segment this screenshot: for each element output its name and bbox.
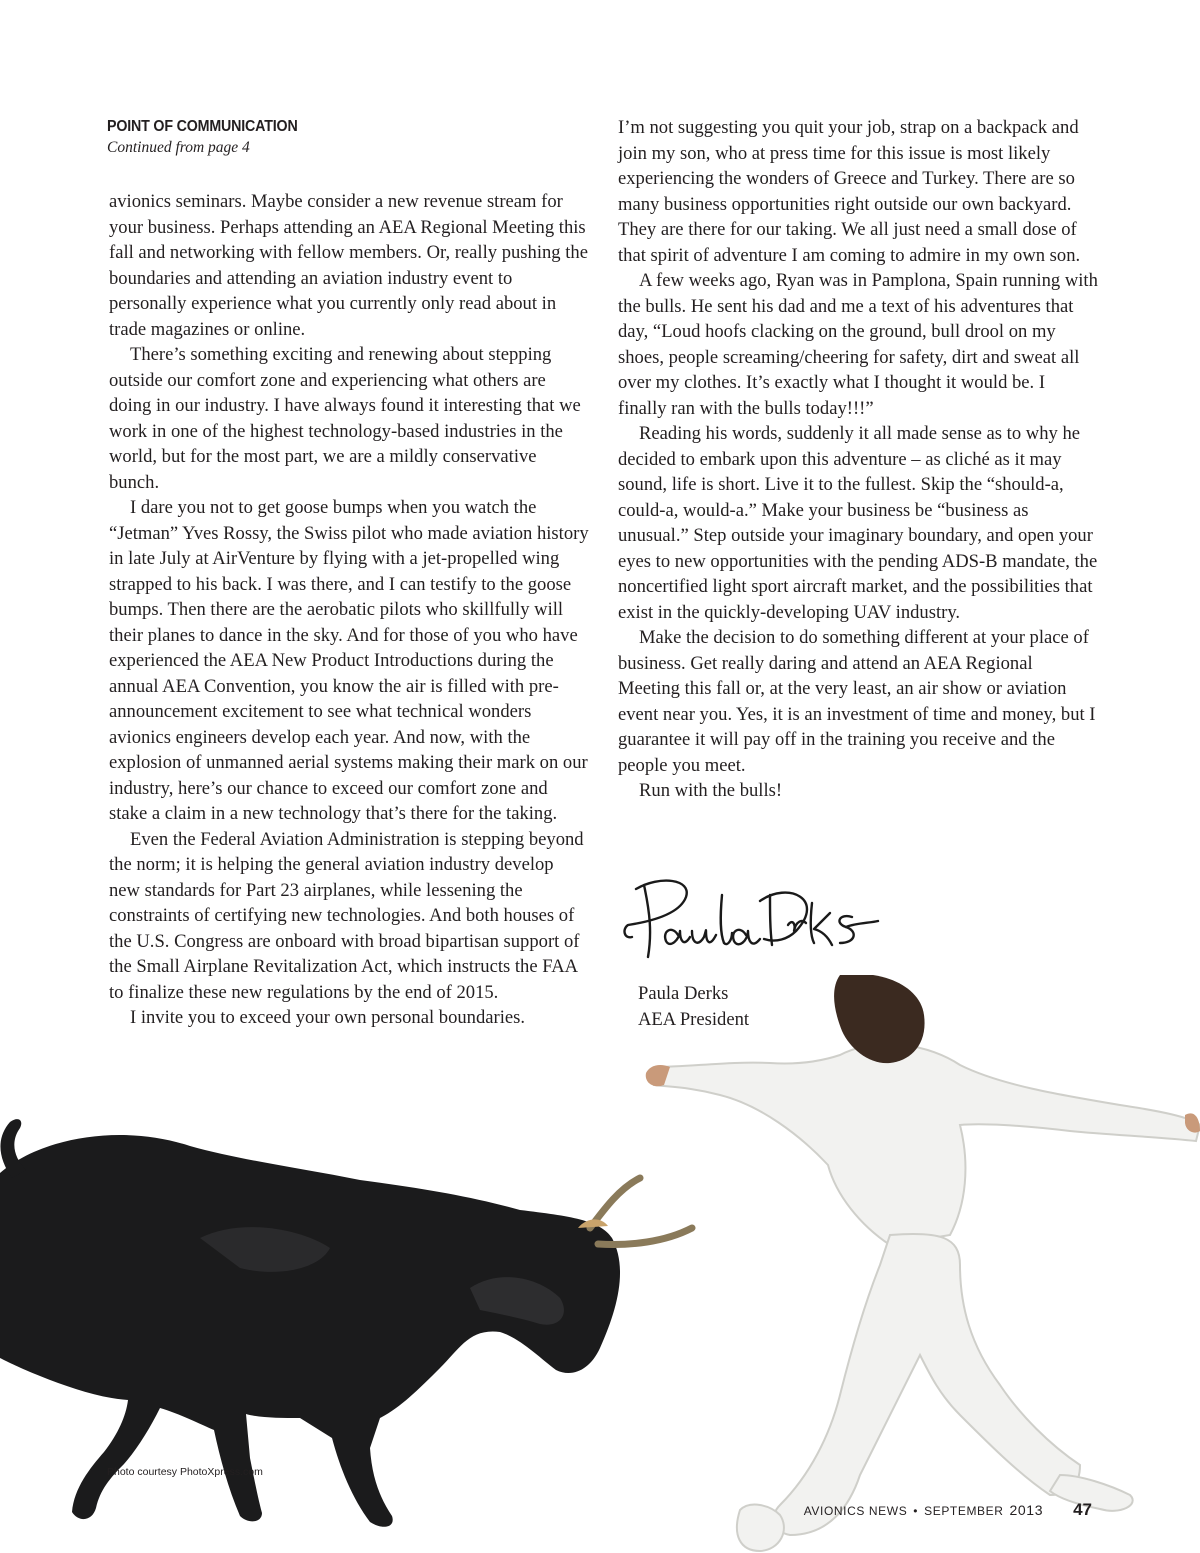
page-number: 47 xyxy=(1073,1500,1092,1519)
paragraph: I’m not suggesting you quit your job, strap on a backpack and join my son, who at press time for this issue is most likely experiencing the wonders of Greece and Turkey. There are so many business opportunities right outside our own backyard. They are there for our taking. We all just need a small dose of that spirit of adventure I am coming to admire in my own son. xyxy=(618,117,1081,266)
runner-image xyxy=(640,975,1200,1553)
paragraph: Make the decision to do something different at your place of business. Get really daring and attend an AEA Regional Meeting this fall or, at the very least, an air show or aviation event near you. Yes, it is an investment of time and money, but I guarantee it will pay off in the training you receive and the people you meet. xyxy=(618,627,1096,776)
paragraph: A few weeks ago, Ryan was in Pamplona, Spain running with the bulls. He sent his dad and me a text of his adventures that day, “Loud hoofs clacking on the ground, bull drool on my shoes, people screaming/cheering for safety, dirt and sweat all over my clothes. It’s exactly what I thought it would be. I finally ran with the bulls today!!!” xyxy=(618,270,1098,419)
paragraph: I invite you to exceed your own personal boundaries. xyxy=(130,1007,526,1028)
article-column-right xyxy=(618,115,1098,804)
page-footer xyxy=(804,1500,1092,1520)
paragraph: Reading his words, suddenly it all made sense as to why he decided to embark upon this adventure – as cliché as it may sound, life is short. Live it to the fullest. Skip the “should-a, could-a, would-a.” Make your business be “business as unusual.” Step outside your imaginary boundary, and open your eyes to new opportunities with the pending ADS-B mandate, the noncertified light sport aircraft market, and the possibilities that exist in the quickly-developing UAV industry. xyxy=(618,423,1098,623)
paragraph: There’s something exciting and renewing about stepping outside our comfort zone and experiencing what others are doing in our industry. I have always found it interesting that we work in one of the highest technology-based industries in the world, but for the most part, we are a mildly conservative bunch. xyxy=(109,344,581,493)
publication-name: AVIONICS NEWS xyxy=(803,1504,908,1518)
photo-credit: Photo courtesy PhotoXpress.com xyxy=(107,1466,263,1478)
signer-name: Paula Derks xyxy=(638,983,729,1004)
issue-month: SEPTEMBER xyxy=(924,1504,1004,1518)
signer-title: AEA President xyxy=(638,1008,750,1030)
article-column-left xyxy=(109,189,589,1031)
issue-year: 2013 xyxy=(1009,1502,1044,1518)
paragraph: Even the Federal Aviation Administration is stepping beyond the norm; it is helping the general aviation industry develop new standards for Part 23 airplanes, while lessening the constraints of certifying new technologies. And both houses of the U.S. Congress are onboard with broad bipartisan support of the Small Airplane Revitalization Act, which instructs the FAA to finalize these new regulations by the end of 2015. xyxy=(109,828,584,1003)
section-label: POINT OF COMMUNICATION xyxy=(107,118,298,135)
paragraph: I dare you not to get goose bumps when you watch the “Jetman” Yves Rossy, the Swiss pilot who made aviation history in late July at AirVenture by flying with a jet-propelled wing strapped to his back. I was there, and I can testify to the goose bumps. Then there are the aerobatic pilots who skillfully will their planes to dance in the sky. And for those of you who have experienced the AEA New Product Introductions during the annual AEA Convention, you know the air is filled with pre-announcement excitement to see what technical wonders avionics engineers develop each year. And now, with the explosion of unmanned aerial systems making their mark on our industry, here’s our chance to exceed our comfort zone and stake a claim in a new technology that’s there for the taking. xyxy=(109,497,589,824)
bull-image xyxy=(0,1118,700,1543)
handwritten-signature xyxy=(620,873,882,963)
footer-bullet: • xyxy=(913,1504,919,1518)
paragraph: Run with the bulls! xyxy=(639,780,783,801)
paragraph: avionics seminars. Maybe consider a new revenue stream for your business. Perhaps attending an AEA Regional Meeting this fall and networking with fellow members. Or, really pushing the boundaries and attending an aviation industry event to personally experience what you currently only read about in trade magazines or online. xyxy=(109,191,588,340)
continued-note: Continued from page 4 xyxy=(107,139,250,156)
